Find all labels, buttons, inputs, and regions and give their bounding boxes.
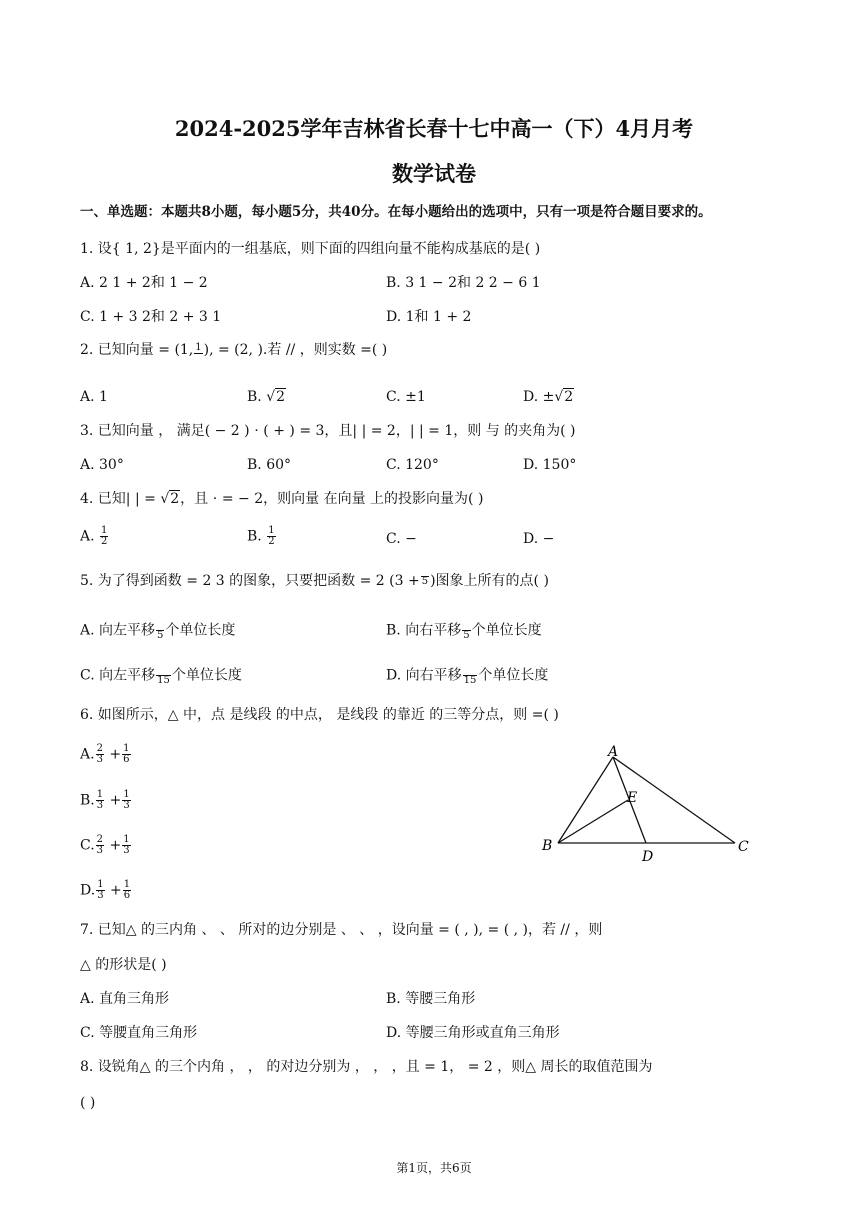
q4-option-c: C. − xyxy=(386,531,417,547)
q1-option-b: B. 3 1 − 2和 2 2 − 6 1 xyxy=(386,275,541,291)
page-footer: 第1页，共6页 xyxy=(396,1161,472,1175)
q3-option-a: A. 30° xyxy=(80,457,124,473)
q7-option-d: D. 等腰三角形或直角三角形 xyxy=(386,1025,560,1041)
q3-option-c: C. 120° xyxy=(386,457,439,473)
label-e: E xyxy=(627,790,638,806)
q7-option-b: B. 等腰三角形 xyxy=(386,991,476,1007)
section-header: 一、单选题：本题共8小题，每小题5分，共40分。在每小题给出的选项中，只有一项是符合题目要求的。 xyxy=(80,204,712,220)
q7-option-c: C. 等腰直角三角形 xyxy=(80,1025,198,1041)
q5-option-a: A. 向左平移 5 个单位长度 xyxy=(80,620,235,641)
q3-option-b: B. 60° xyxy=(247,457,292,473)
q4-option-d: D. − xyxy=(523,531,555,547)
q6-option-d: D. $\frac{1}{3}$ + $\frac{1}{6}$ xyxy=(80,879,131,901)
q6-option-c: C. $\frac{2}{3}$ + $\frac{1}{3}$ xyxy=(80,834,130,856)
segment-be xyxy=(558,800,628,843)
q2-option-c: C. ±1 xyxy=(386,389,426,405)
label-c: C xyxy=(738,839,749,855)
label-d: D xyxy=(642,849,654,865)
q5-option-c: C. 向左平移 15 个单位长度 xyxy=(80,665,242,686)
q7-stem-line2: △ 的形状是( ) xyxy=(80,957,167,973)
q2-stem: 2. 已知向量 = (1, 1 ), = (2, ).若 // ，则实数 =( ) xyxy=(80,342,388,358)
q7-stem-line1: 7. 已知△ 的三内角 、 、 所对的边分别是 、 、 ，设向量 = ( , ), = ( , )，若 // ，则 xyxy=(80,922,603,938)
q6-option-a: A. $\frac{2}{3}$ + $\frac{1}{6}$ xyxy=(80,743,130,765)
q6-stem: 6. 如图所示，△ 中，点 是线段 的中点， 是线段 的靠近 的三等分点，则 =( ) xyxy=(80,707,559,723)
q5-option-b: B. 向右平移 5 个单位长度 xyxy=(386,620,542,641)
q4-stem: 4. 已知| | = √2，且 ⋅ = − 2，则向量 在向量 上的投影向量为( ) xyxy=(80,491,484,507)
q1-stem: 1. 设{ 1, 2}是平面内的一组基底，则下面的四组向量不能构成基底的是( ) xyxy=(80,241,541,257)
q3-option-d: D. 150° xyxy=(523,457,577,473)
q1-option-c: C. 1 + 3 2和 2 + 3 1 xyxy=(80,309,222,325)
q2-option-d: D. ±√2 xyxy=(523,389,574,405)
q7-option-a: A. 直角三角形 xyxy=(80,991,170,1007)
q2-option-a: A. 1 xyxy=(80,389,108,405)
triangle-figure xyxy=(535,745,760,870)
q4-option-a: A. $\frac{1}{2}$ xyxy=(80,525,108,547)
q2-option-b: B. √2 xyxy=(247,389,286,405)
q1-option-a: A. 2 1 + 2和 1 − 2 xyxy=(80,275,208,291)
q8-stem-line2: ( ) xyxy=(80,1095,96,1111)
side-ab xyxy=(558,757,613,843)
page-subtitle: 数学试卷 xyxy=(392,161,476,186)
q4-option-b: B. $\frac{1}{2}$ xyxy=(247,525,275,547)
label-b: B xyxy=(542,838,553,854)
label-a: A xyxy=(608,745,619,760)
q3-stem: 3. 已知向量 ， 满足( − 2 ) ⋅ ( + ) = 3，且| | = 2，| | = 1，则 与 的夹角为( ) xyxy=(80,423,576,439)
page-title: 2024-2025学年吉林省长春十七中高一（下）4月月考 xyxy=(174,116,694,141)
q5-stem: 5. 为了得到函数 = 2 3 的图象，只要把函数 = 2 (3 + 5 )图象上所有的点( ) xyxy=(80,573,549,589)
q1-option-d: D. 1和 1 + 2 xyxy=(386,309,472,325)
q5-option-d: D. 向右平移 15 个单位长度 xyxy=(386,665,548,686)
q8-stem-line1: 8. 设锐角△ 的三个内角 ， ， 的对边分别为 ， ， ，且 = 1， = 2 ，则△ 周长的取值范围为 xyxy=(80,1059,653,1075)
q6-option-b: B. $\frac{1}{3}$ + $\frac{1}{3}$ xyxy=(80,789,130,811)
